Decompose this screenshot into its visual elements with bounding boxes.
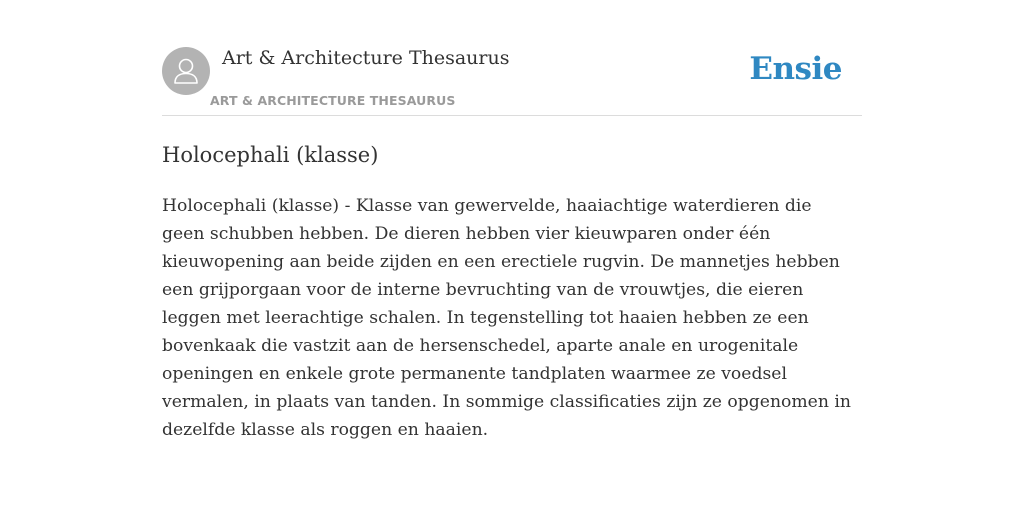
user-silhouette-icon: [162, 47, 210, 95]
source-title[interactable]: Art & Architecture Thesaurus: [222, 47, 510, 69]
source-avatar[interactable]: [162, 47, 210, 95]
header-divider: [162, 115, 862, 116]
source-subtitle[interactable]: ART & ARCHITECTURE THESAURUS: [210, 93, 456, 108]
brand-logo[interactable]: Ensie: [749, 51, 842, 87]
entry-title: Holocephali (klasse): [162, 143, 379, 167]
entry-body: Holocephali (klasse) - Klasse van gewervelde, haaiachtige waterdieren die geen schubben hebben. De dieren hebben vier kieuwparen onder één kieuwopening aan beide zijden en een erectiele rugvin. De mannetjes hebben een grijporgaan voor de interne bevruchting van de vrouwtjes, die eieren leggen met leerachtige schalen. In tegenstelling tot haaien hebben ze een bovenkaak die vastzit aan de hersenschedel, aparte anale en urogenitale openingen en enkele grote permanente tandplaten waarmee ze voedsel vermalen, in plaats van tanden. In sommige classificaties zijn ze opgenomen in dezelfde klasse als roggen en haaien.: [162, 196, 851, 440]
definition-card: [162, 0, 862, 512]
